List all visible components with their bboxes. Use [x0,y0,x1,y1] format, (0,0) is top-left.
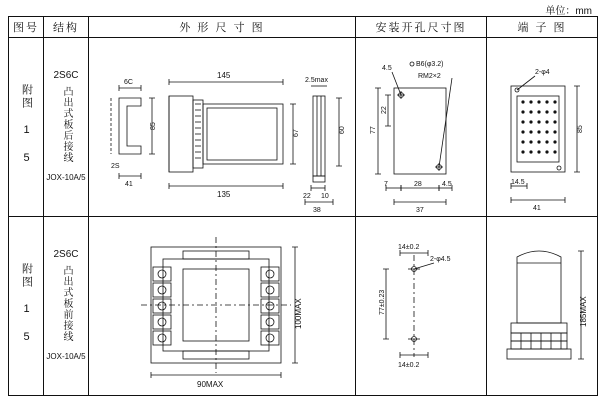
unit-note: 单位：mm [545,6,592,17]
header-outline: 外 形 尺 寸 图 [89,17,356,38]
svg-text:145: 145 [217,71,231,80]
terminal-drawing-row1 [487,38,597,214]
outline-drawing-row1 [89,38,355,214]
svg-text:7: 7 [384,181,388,188]
row-id-label: 附图 1 5 [20,84,33,166]
structure-sub-label: JOX-10A/5 [46,173,86,182]
table-row [9,38,598,217]
terminal-drawing-cell [487,217,598,396]
svg-text:2-φ4.5: 2-φ4.5 [430,256,451,263]
svg-text:85: 85 [150,122,157,130]
svg-text:14±0.2: 14±0.2 [398,362,420,369]
svg-text:4.5: 4.5 [442,181,452,188]
terminal-drawing-cell [487,38,598,217]
terminal-drawing-row2 [487,217,597,393]
hole-drawing-cell [356,217,487,396]
svg-text:22: 22 [381,106,388,114]
svg-text:38: 38 [313,207,321,214]
table-header-row [9,17,598,38]
row-structure-cell [44,38,89,217]
svg-text:77±0.23: 77±0.23 [379,289,386,315]
svg-text:185MAX: 185MAX [579,296,588,327]
svg-text:67: 67 [293,129,300,137]
hole-drawing-row2 [356,217,486,393]
svg-text:2-φ4: 2-φ4 [535,69,550,76]
svg-text:100MAX: 100MAX [294,298,303,329]
model-label: 2S6C [53,249,79,260]
dimension-table [8,16,598,396]
row-structure-cell [44,217,89,396]
structure-label: 凸出式板前接线 [61,265,72,342]
header-id: 图号 [9,17,44,38]
svg-text:22: 22 [303,193,311,200]
hole-drawing-cell [356,38,487,217]
outline-drawing-cell [89,217,356,396]
row-id-label: 附图 1 5 [20,263,33,345]
header-structure: 结构 [44,17,89,38]
svg-text:85: 85 [577,125,584,133]
outline-drawing-row2 [89,217,355,393]
svg-text:14±0.2: 14±0.2 [398,244,420,251]
header-terminal: 端 子 图 [487,17,598,38]
svg-text:41: 41 [125,181,133,188]
svg-text:4.5: 4.5 [382,65,392,72]
svg-text:135: 135 [217,190,231,199]
svg-text:77: 77 [370,126,377,134]
svg-text:2.5max: 2.5max [305,77,328,84]
svg-text:6C: 6C [124,79,133,86]
svg-text:41: 41 [533,205,541,212]
row-id-cell [9,38,44,217]
structure-sub-label: JOX-10A/5 [46,352,86,361]
svg-text:RM2×2: RM2×2 [418,73,441,80]
structure-label: 凸出式板后接线 [61,86,72,163]
svg-text:14.5: 14.5 [511,179,525,186]
row-id-cell [9,217,44,396]
svg-text:37: 37 [416,207,424,214]
svg-text:90MAX: 90MAX [197,380,224,389]
svg-text:B6(φ3.2): B6(φ3.2) [416,61,444,68]
svg-text:2S: 2S [111,163,120,170]
svg-text:60: 60 [339,126,346,134]
svg-text:28: 28 [414,181,422,188]
model-label: 2S6C [53,70,79,81]
hole-drawing-row1 [356,38,486,214]
table-row [9,217,598,396]
svg-text:10: 10 [321,193,329,200]
header-hole: 安装开孔尺寸图 [356,17,487,38]
outline-drawing-cell [89,38,356,217]
